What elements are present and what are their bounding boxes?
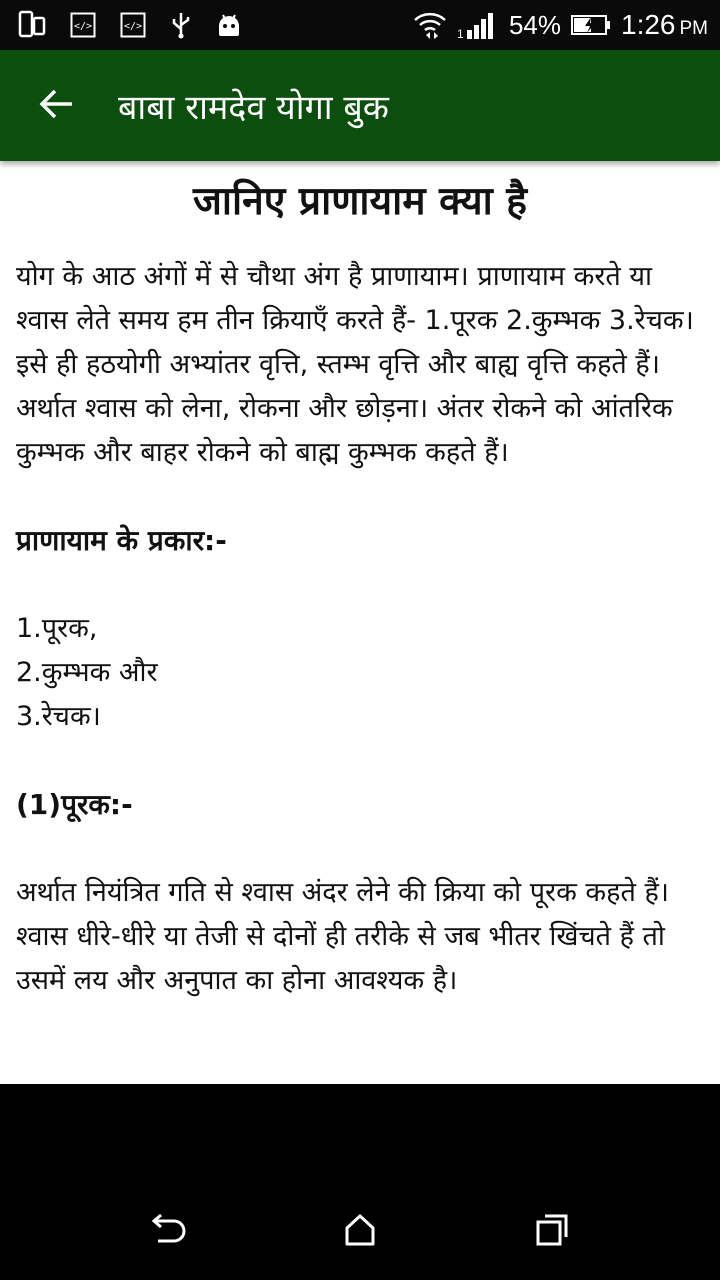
section1-paragraph: अर्थात नियंत्रित गति से श्वास अंदर लेने की क्रिया को पूरक कहते हैं। श्वास धीरे-धीरे या तेजी से दोनों ही तरीके से जब भीतर खिंचते हैं तो उसमें लय और अनुपात का होना आवश्यक है। [16, 877, 670, 996]
article-content[interactable] [0, 161, 720, 1084]
status-bar [0, 0, 720, 50]
clock-time: 1:26 [621, 9, 676, 40]
list-item: 2.कुम्भक और [16, 657, 158, 688]
battery-percent: 54% [508, 9, 561, 40]
svg-text:1: 1 [456, 27, 464, 40]
nav-home-button[interactable] [320, 1200, 400, 1264]
types-list [16, 607, 704, 739]
battery-charging-icon [571, 13, 611, 37]
signal-icon [457, 10, 499, 40]
svg-text:</>: </> [123, 21, 143, 32]
recents-icon [535, 1213, 569, 1251]
home-icon [343, 1213, 377, 1251]
app-bar [0, 50, 720, 161]
nav-back-button[interactable] [126, 1200, 206, 1264]
status-bar-system [413, 9, 708, 41]
clock [621, 9, 708, 41]
nav-recents-button[interactable] [512, 1200, 592, 1264]
code-icon [120, 12, 146, 38]
wifi-icon [413, 10, 447, 40]
article-heading: जानिए प्राणायाम क्या है [192, 179, 527, 224]
svg-text:</>: </> [73, 21, 93, 32]
android-icon [216, 12, 242, 38]
code-icon [70, 12, 96, 38]
types-heading: प्राणायाम के प्रकार:- [16, 524, 227, 557]
intro-paragraph: योग के आठ अंगों में से चौथा अंग है प्राणायाम। प्राणायाम करते या श्वास लेते समय हम तीन क्रियाएँ करते हैं- 1.पूरक 2.कुम्भक 3.रेचक। इसे ही हठयोगी अभ्यांतर वृत्ति, स्तम्भ वृत्ति और बाह्य वृत्ति कहते हैं। अर्थात श्वास को लेना, रोकना और छोड़ना। अंतर रोकने को आंतरिक कुम्भक और बाहर रोकने को बाह्म कुम्भक कहते हैं। [16, 261, 694, 468]
arrow-back-icon [38, 88, 74, 124]
app-title: बाबा रामदेव योगा बुक [118, 87, 389, 128]
usb-icon [170, 11, 192, 39]
clock-suffix: PM [679, 18, 708, 39]
list-item: 3.रेचक। [16, 701, 101, 732]
screen-mirror-icon [18, 10, 46, 40]
section1-heading: (1)पूरक:- [16, 788, 133, 821]
status-bar-notifications [18, 10, 242, 40]
back-button[interactable] [0, 50, 112, 161]
nav-back-icon [146, 1213, 186, 1251]
list-item: 1.पूरक, [16, 613, 98, 644]
